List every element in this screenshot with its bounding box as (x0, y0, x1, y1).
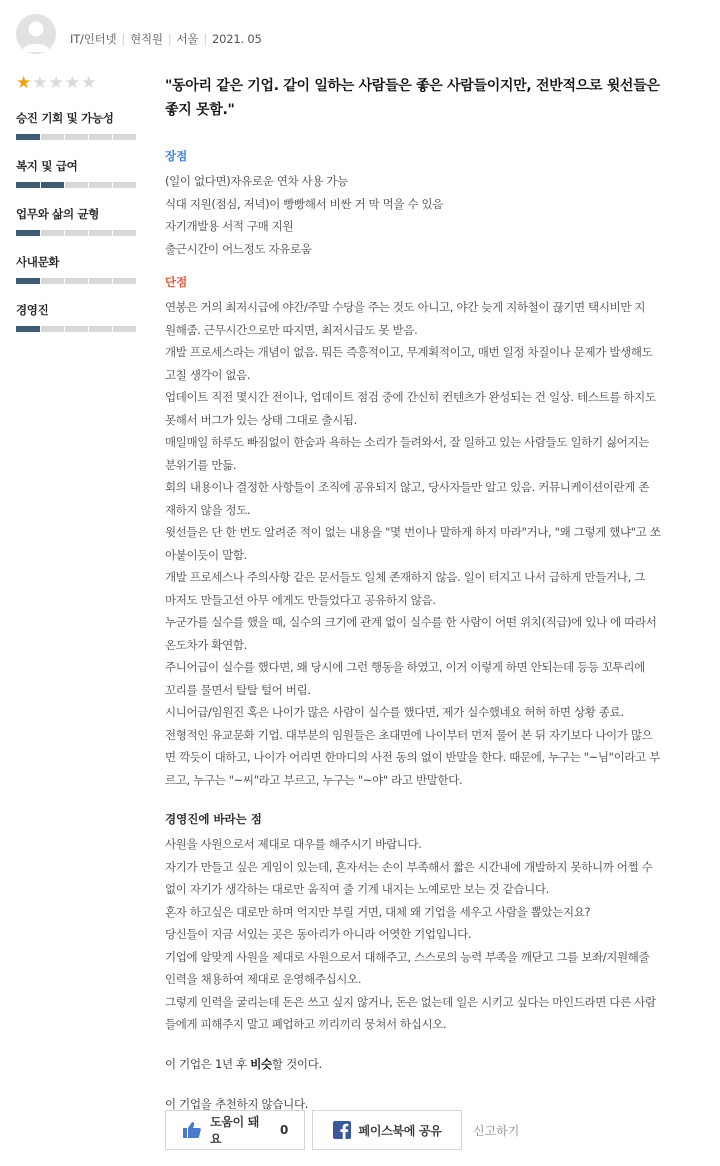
helpful-label: 도움이 돼요 (210, 1115, 260, 1146)
author-location: 서울 (176, 32, 199, 46)
pros-line: (일이 없다면)자유로운 연차 사용 가능 (165, 174, 348, 188)
advice-line: 당신들이 지금 서있는 곳은 동아리가 아니라 어엿한 기업입니다. (165, 927, 472, 941)
advice-list (165, 833, 691, 1036)
cons-line: 회의 내용이나 결정한 사항들이 조직에 공유되지 않고, 당사자들만 알고 있음. 커뮤니케이션이란게 존 (165, 480, 650, 494)
score-divider (88, 326, 89, 332)
outlook-suffix: 할 것이다. (271, 1056, 322, 1071)
facebook-icon (333, 1121, 351, 1139)
cons-line: 원해줌. 근무시간으로만 따지면, 최저시급도 못 받음. (165, 322, 418, 337)
category-label: 사내문화 (16, 255, 60, 269)
report-link[interactable]: 신고하기 (473, 1123, 520, 1138)
score-divider (112, 230, 113, 236)
category-score-fill (16, 134, 40, 140)
pros-list (165, 170, 691, 260)
score-divider (112, 278, 113, 284)
score-divider (64, 134, 65, 140)
cons-line: 누군가를 실수를 했을 때, 실수의 크기에 관계 없이 실수를 한 사람이 어떤 위치(직급)에 있나 에 따라서 (165, 615, 657, 629)
category-label: 업무와 삶의 균형 (16, 207, 100, 221)
score-divider (112, 134, 113, 140)
pros-line: 출근시간이 어느정도 자유로움 (165, 241, 312, 256)
cons-line: 시니어급/임원진 혹은 나이가 많은 사람이 실수를 했다면, 제가 실수했네요 허허 하면 상황 종료. (165, 705, 624, 719)
category-score-bar (16, 278, 136, 284)
separator: | (203, 32, 208, 46)
advice-line: 사원을 사원으로서 제대로 대우를 해주시기 바랍니다. (165, 837, 422, 851)
category-rating (16, 206, 140, 236)
star-rating (16, 74, 140, 92)
cons-title: 단점 (165, 275, 188, 289)
recommendation: 이 기업을 추천하지 않습니다. (165, 1096, 309, 1111)
pros-title: 장점 (165, 149, 188, 163)
outlook-prefix: 이 기업은 1년 후 (165, 1056, 251, 1071)
category-score-bar (16, 134, 136, 140)
author-status: 현직원 (130, 32, 163, 46)
category-rating (16, 302, 140, 332)
cons-line: 온도차가 확연함. (165, 637, 247, 652)
review-actions (165, 1110, 519, 1150)
advice-line: 인력을 채용하여 제대로 운영해주십시오. (165, 972, 362, 986)
category-score-bar (16, 230, 136, 236)
score-divider (40, 326, 41, 332)
star-icon: ★ (81, 73, 97, 93)
score-divider (64, 182, 65, 188)
helpful-count: 0 (279, 1123, 288, 1137)
pros-line: 식대 지원(점심, 저녁)이 빵빵해서 비싼 거 막 먹을 수 있음 (165, 196, 444, 211)
thumbs-up-icon (182, 1121, 202, 1139)
helpful-button[interactable] (165, 1110, 305, 1150)
cons-line: 업데이트 직전 몇시간 전이나, 업데이트 점검 중에 간신히 컨텐츠가 완성되는 건 일상. 테스트를 하지도 (165, 390, 656, 404)
review-meta (70, 31, 262, 47)
category-score-bar (16, 182, 136, 188)
author-industry: IT/인터넷 (70, 32, 117, 46)
score-divider (112, 182, 113, 188)
cons-line: 주니어급이 실수를 했다면, 왜 당시에 그런 행동을 하였고, 이거 이렇게 하면 안되는데 등등 꼬투리에 (165, 660, 645, 674)
score-divider (88, 278, 89, 284)
avatar (16, 14, 56, 54)
cons-line: 아붙이듯이 말함. (165, 547, 247, 562)
cons-line: 꼬리를 물면서 탈탈 털어 버림. (165, 682, 311, 697)
avatar-icon (16, 14, 56, 54)
category-ratings (16, 110, 140, 332)
cons-line: 개발 프로세스라는 개념이 없음. 뭐든 즉흥적이고, 무계획적이고, 매번 일정 차질이나 문제가 발생해도 (165, 345, 653, 359)
cons-line: 전형적인 유교문화 기업. 대부분의 임원들은 초대면에 나이부터 먼저 물어 본 뒤 자기보다 나이가 많으 (165, 727, 653, 742)
cons-line: 연봉은 거의 최저시급에 야간/주말 수당을 주는 것도 아니고, 야간 늦게 지하철이 끊기면 택시비만 지 (165, 300, 646, 314)
star-icon: ★ (32, 73, 48, 93)
advice-line: 그렇게 인력을 굴리는데 돈은 쓰고 싶지 않거나, 돈은 없는데 일은 시키고 싶다는 마인드라면 다른 사람 (165, 994, 656, 1009)
advice-line: 자기가 만들고 싶은 게임이 있는데, 혼자서는 손이 부족해서 짧은 시간내에 개발하지 못하니까 어쩔 수 (165, 859, 653, 874)
category-score-fill (16, 326, 40, 332)
category-score-fill (16, 230, 40, 236)
review-headline (165, 74, 691, 122)
outlook-value: 비슷 (250, 1056, 272, 1071)
score-divider (40, 278, 41, 284)
score-divider (40, 182, 41, 188)
score-divider (40, 134, 41, 140)
review-body (165, 74, 691, 1112)
cons-line: 재하지 않을 정도. (165, 502, 251, 517)
headline-line: 좋지 못함." (165, 102, 235, 118)
cons-line: 못해서 버그가 있는 상태 그대로 출시됨. (165, 412, 357, 427)
advice-line: 없이 자기가 생각하는 대로만 움직여 줄 기계 내지는 노예로만 보는 것 같습니다. (165, 882, 549, 896)
category-score-bar (16, 326, 136, 332)
score-divider (64, 278, 65, 284)
facebook-share-button[interactable] (312, 1110, 462, 1150)
cons-line: 마저도 만들고선 아무 에게도 만들었다고 공유하지 않음. (165, 592, 436, 607)
cons-line: 분위기를 만듦. (165, 457, 237, 472)
category-rating (16, 110, 140, 140)
cons-line: 르고, 누구는 "~씨"라고 부르고, 누구는 "~야" 라고 반말한다. (165, 772, 463, 787)
score-divider (88, 230, 89, 236)
advice-line: 기업에 알맞게 사원을 제대로 사원으로서 대해주고, 스스로의 능력 부족을 깨닫고 그를 보좌/지원해줄 (165, 949, 650, 964)
cons-list (165, 296, 691, 791)
category-label: 승진 기회 및 가능성 (16, 111, 114, 125)
category-rating (16, 254, 140, 284)
star-icon: ★ (64, 73, 80, 93)
cons-line: 윗선들은 단 한 번도 알려준 적이 없는 내용을 "몇 번이나 말하게 하지 마라"거나, "왜 그렇게 했냐"고 쏘 (165, 525, 661, 539)
score-divider (40, 230, 41, 236)
advice-line: 들에게 피해주지 말고 폐업하고 끼리끼리 뭉쳐서 하십시오. (165, 1017, 447, 1031)
separator: | (167, 32, 172, 46)
category-rating (16, 158, 140, 188)
headline-line: "동아리 같은 기업. 같이 일하는 사람들은 좋은 사람들이지만, 전반적으로 윗선들은 (165, 78, 660, 94)
pros-line: 자기개발용 서적 구매 지원 (165, 219, 294, 233)
cons-line: 개발 프로세스나 주의사항 같은 문서들도 일체 존재하지 않음. 일이 터지고 나서 급하게 만들거나, 그 (165, 570, 645, 584)
separator: | (121, 32, 126, 46)
facebook-share-label: 페이스북에 공유 (358, 1123, 442, 1138)
review-date: 2021. 05 (212, 32, 262, 46)
category-label: 복지 및 급여 (16, 159, 78, 173)
advice-line: 혼자 하고싶은 대로만 하며 억지만 부릴 거면, 대체 왜 기업을 세우고 사람을 뽑았는지요? (165, 904, 591, 919)
star-icon: ★ (16, 73, 32, 93)
score-divider (64, 326, 65, 332)
score-divider (64, 230, 65, 236)
cons-line: 면 깍듯이 대하고, 나이가 어리면 한마디의 사전 동의 없이 반말을 한다. 때문에, 누구는 "~님"이라고 부 (165, 750, 660, 764)
score-divider (88, 182, 89, 188)
cons-line: 고칠 생각이 없음. (165, 367, 251, 382)
outlook (165, 1056, 691, 1072)
score-divider (112, 326, 113, 332)
advice-title: 경영진에 바라는 점 (165, 812, 262, 826)
cons-line: 매일매일 하루도 빠짐없이 한숨과 욕하는 소리가 들려와서, 잘 일하고 있는 사람들도 일하기 싫어지는 (165, 435, 650, 449)
rating-panel (16, 74, 140, 332)
category-label: 경영진 (16, 303, 49, 317)
star-icon: ★ (48, 73, 64, 93)
category-score-fill (16, 278, 40, 284)
score-divider (88, 134, 89, 140)
